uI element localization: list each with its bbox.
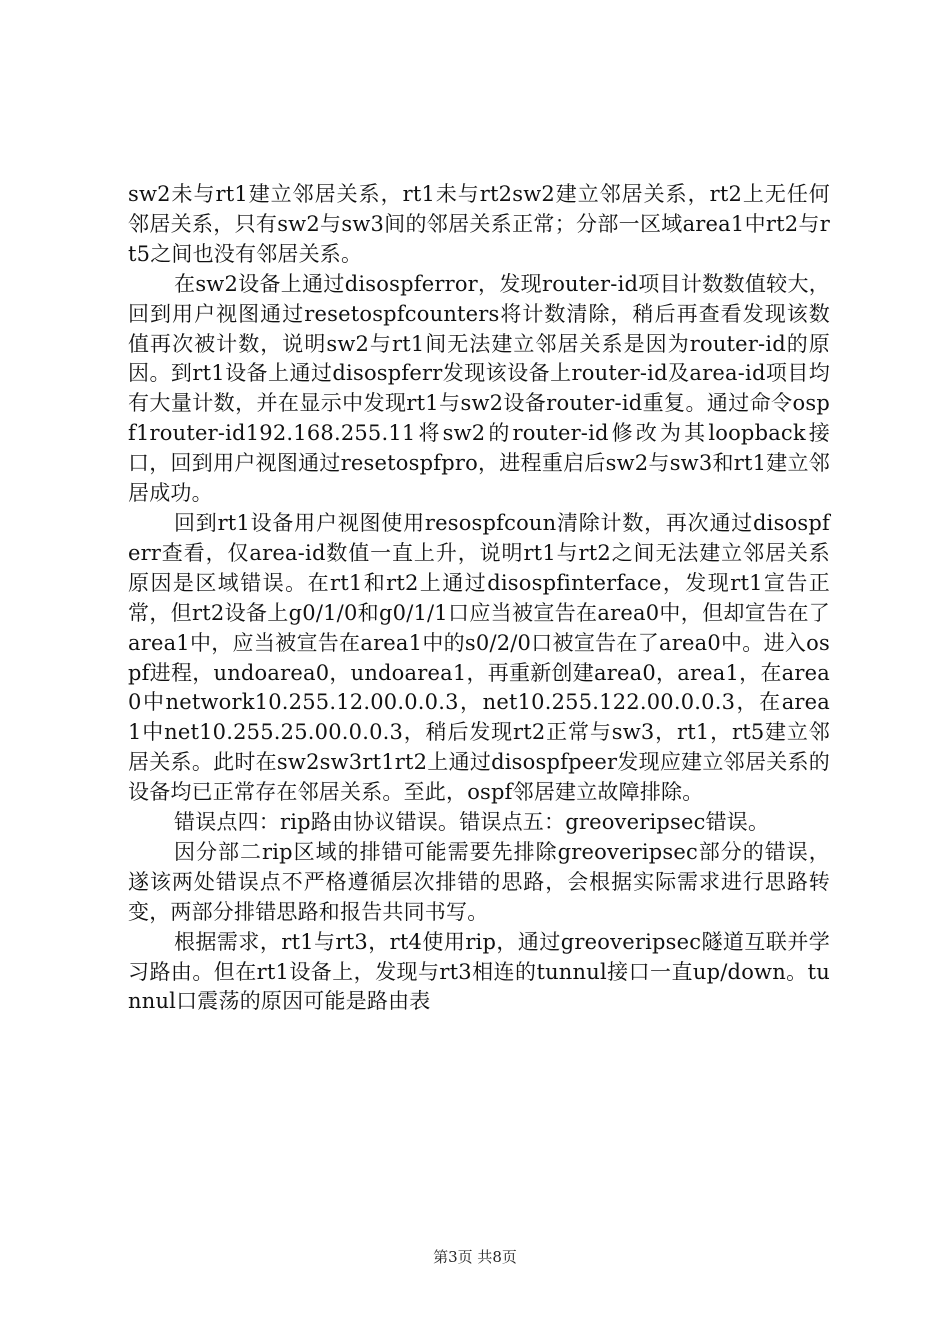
paragraph-router-id-fix: 在sw2设备上通过disospferror，发现router-id项目计数数值较大，回到用户视图通过resetospfcounters将计数清除，稍后再查看发现该数值再次被计数，说明sw2与rt1间无法建立邻居关系是因为router-id的原因。到rt1设备上通过disospferr发现该设备上router-id及area-id项目均有大量计数，并在显示中发现rt1与sw2设备router-id重复。通过命令ospf1router-id192.168.255.11将sw2的router-id修改为其loopback接口，回到用户视图通过resetospfpro，进程重启后sw2与sw3和rt1建立邻居成功。 — [128, 271, 830, 506]
page-number-footer: 第3页 共8页 — [433, 1248, 517, 1266]
paragraph-error-points: 错误点四：rip路由协议错误。错误点五：greoveripsec错误。 — [174, 810, 770, 835]
document-body — [128, 180, 830, 1017]
paragraph-troubleshoot-approach: 因分部二rip区域的排错可能需要先排除greoveripsec部分的错误，遂该两处错误点不严格遵循层次排错的思路，会根据实际需求进行思路转变，两部分排错思路和报告共同书写。 — [128, 839, 830, 924]
paragraph-ospf-neighbor-status: sw2未与rt1建立邻居关系，rt1未与rt2sw2建立邻居关系，rt2上无任何邻居关系，只有sw2与sw3间的邻居关系正常；分部一区域area1中rt2与rt5之间也没有邻居关系。 — [128, 182, 830, 266]
paragraph-area-fix: 回到rt1设备用户视图使用resospfcoun清除计数，再次通过disospferr查看，仅area-id数值一直上升，说明rt1与rt2之间无法建立邻居关系原因是区域错误。在rt1和rt2上通过disospfinterface，发现rt1宣告正常，但rt2设备上g0/1/0和g0/1/1口应当被宣告在area0中，但却宣告在了area1中，应当被宣告在area1中的s0/2/0口被宣告在了area0中。进入ospf进程，undoarea0，undoarea1，再重新创建area0，area1，在area0中network10.255.12.00.0.0.3，net10.255.122.00.0.0.3，在area1中net10.255.25.00.0.0.3，稍后发现rt2正常与sw3，rt1，rt5建立邻居关系。此时在sw2sw3rt1rt2上通过disospfpeer发现应建立邻居关系的设备均已正常存在邻居关系。至此，ospf邻居建立故障排除。 — [128, 510, 830, 805]
paragraph-rip-gre-requirement: 根据需求，rt1与rt3，rt4使用rip，通过greoveripsec隧道互联并学习路由。但在rt1设备上，发现与rt3相连的tunnul接口一直up/down。tunnul口震荡的原因可能是路由表 — [128, 929, 830, 1014]
